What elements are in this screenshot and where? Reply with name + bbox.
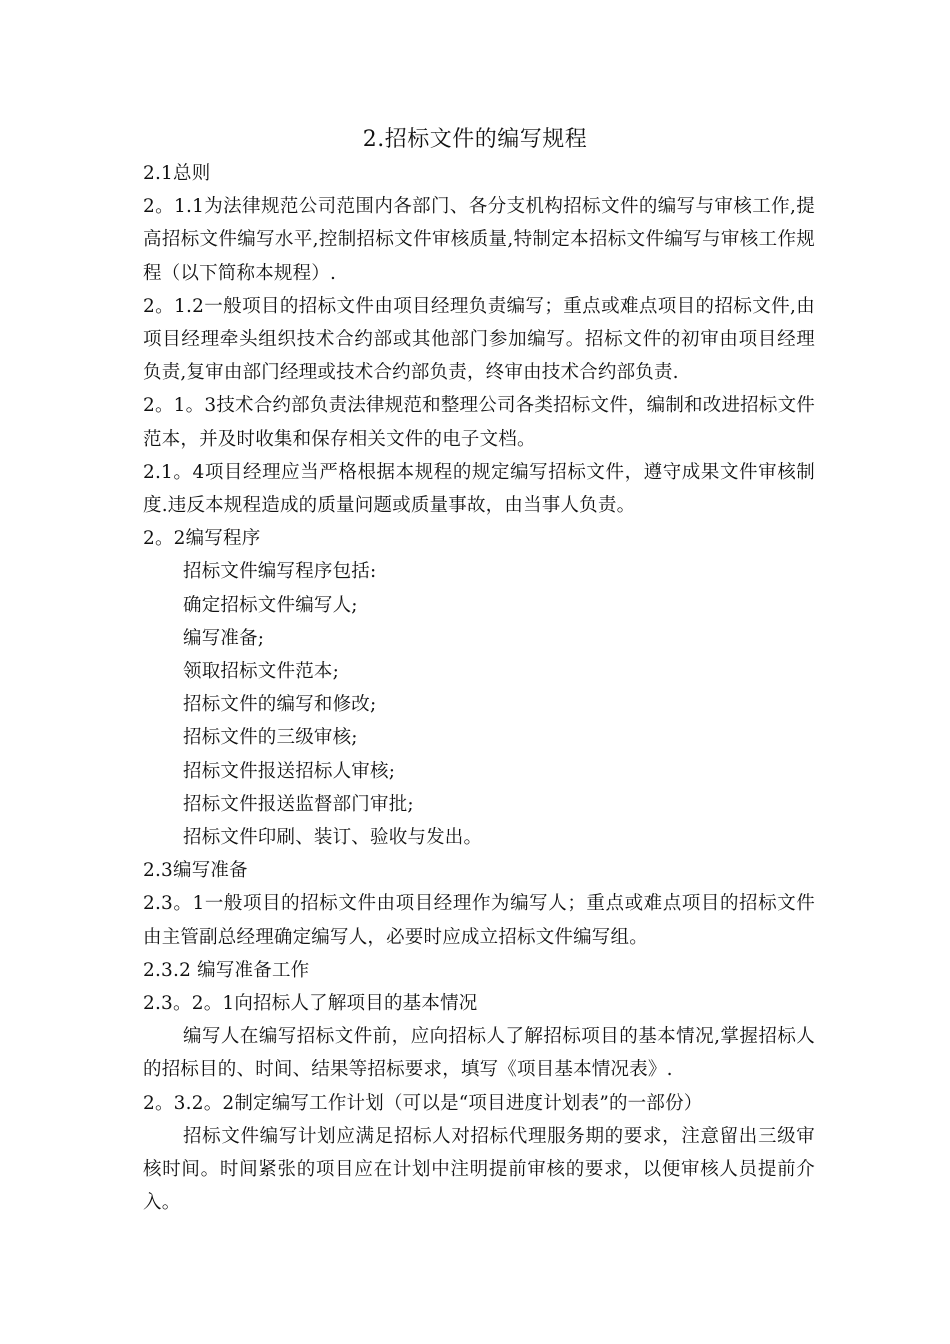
procedure-step: 招标文件的编写和修改; [183, 694, 377, 716]
paragraph-2-1-4: 2.1。4项目经理应当严格根据本规程的规定编写招标文件，遵守成果文件审核制度.违反本规程造成的质量问题或质量事故，由当事人负责。 [143, 461, 815, 517]
paragraph-2-1-2: 2。1.2一般项目的招标文件由项目经理负责编写；重点或难点项目的招标文件,由项目经理牵头组织技术合约部或其他部门参加编写。招标文件的初审由项目经理负责,复审由部门经理或技术合约部负责，终审由技术合约部负责. [143, 295, 815, 384]
subsection-heading-2-3-2: 2.3.2 编写准备工作 [143, 959, 310, 981]
section-heading-2-2: 2。2编写程序 [143, 528, 261, 550]
procedure-step: 招标文件印刷、装订、验收与发出。 [183, 827, 483, 849]
procedure-intro: 招标文件编写程序包括: [183, 561, 377, 583]
paragraph-2-3-2-1: 编写人在编写招标文件前，应向招标人了解招标项目的基本情况,掌握招标人的招标目的、时间、结果等招标要求，填写《项目基本情况表》. [143, 1026, 815, 1081]
document-title: 2.招标文件的编写规程 [362, 127, 588, 152]
subsection-heading-2-3-2-1: 2.3。2。1向招标人了解项目的基本情况 [143, 993, 478, 1015]
procedure-step: 招标文件的三级审核; [183, 727, 358, 749]
paragraph-2-1-3: 2。1。3技术合约部负责法律规范和整理公司各类招标文件，编制和改进招标文件范本，并及时收集和保存相关文件的电子文档。 [143, 395, 815, 450]
procedure-step: 招标文件报送监督部门审批; [183, 793, 414, 815]
document-body [143, 157, 815, 1220]
paragraph-2-3-1: 2.3。1一般项目的招标文件由项目经理作为编写人；重点或难点项目的招标文件由主管副总经理确定编写人，必要时应成立招标文件编写组。 [143, 893, 815, 948]
section-heading-2-1: 2.1总则 [143, 163, 211, 184]
procedure-step: 领取招标文件范本; [183, 661, 340, 683]
paragraph-2-1-1: 2。1.1为法律规范公司范围内各部门、各分支机构招标文件的编写与审核工作,提高招标文件编写水平,控制招标文件审核质量,特制定本招标文件编写与审核工作规程（以下简称本规程）. [143, 196, 815, 284]
procedure-step: 招标文件报送招标人审核; [183, 760, 396, 782]
procedure-step: 确定招标文件编写人; [183, 594, 358, 616]
paragraph-2-3-2-2: 招标文件编写计划应满足招标人对招标代理服务期的要求，注意留出三级审核时间。时间紧张的项目应在计划中注明提前审核的要求，以便审核人员提前介入。 [143, 1125, 815, 1214]
subsection-heading-2-3-2-2: 2。3.2。2制定编写工作计划（可以是“项目进度计划表”的一部份） [143, 1092, 703, 1114]
section-heading-2-3: 2.3编写准备 [143, 860, 248, 882]
procedure-step: 编写准备; [183, 627, 265, 649]
